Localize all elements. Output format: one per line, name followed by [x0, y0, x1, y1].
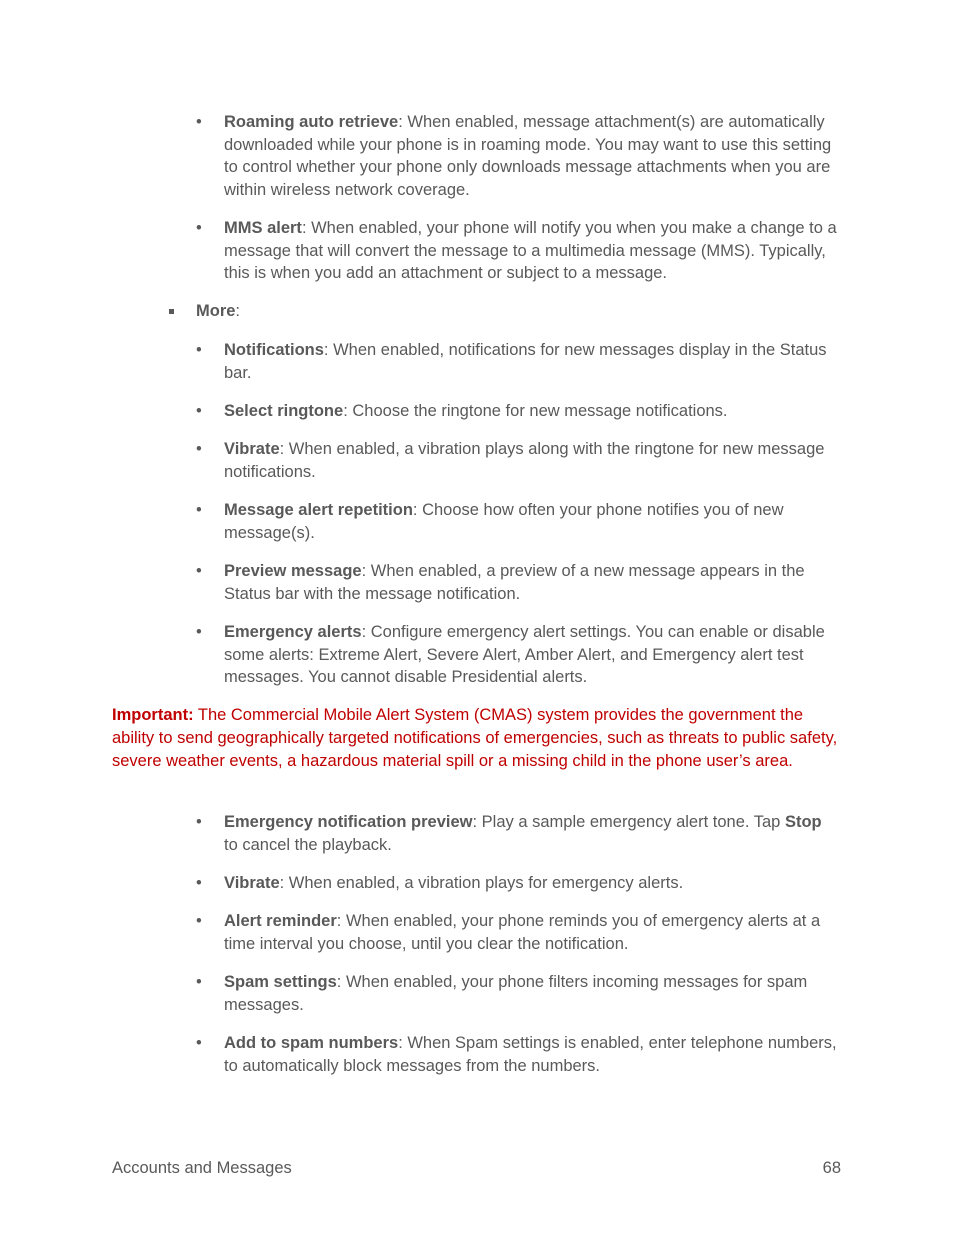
important-text: The Commercial Mobile Alert System (CMAS) system provides the government the ability to send geographically targeted notifications of emergencies, such as threats to public safety, severe weather events, a hazardous material spill or a missing child in the phone user’s area.: [112, 706, 838, 770]
item-term: More: [196, 302, 236, 320]
item-desc: : Play a sample emergency alert tone. Tap: [472, 813, 785, 831]
item-desc: : When enabled, your phone filters incoming messages for spam messages.: [224, 973, 808, 1014]
item-desc: : Choose the ringtone for new message notifications.: [343, 402, 728, 420]
list-item: [224, 339, 839, 384]
item-term: Roaming auto retrieve: [224, 113, 399, 131]
item-desc: to cancel the playback.: [224, 835, 392, 854]
item-term: Message alert repetition: [224, 501, 413, 519]
item-desc: : Configure emergency alert settings. You can enable or disable some alerts: Extreme Alert, Severe Alert, Amber Alert, and Emergency alert test messages. You cannot disable Presidential alerts.: [224, 623, 825, 687]
bullet-icon: •: [196, 912, 202, 930]
bullet-icon: •: [196, 402, 202, 420]
item-term: Spam settings: [224, 973, 337, 991]
list-item: [224, 872, 839, 895]
list-item: [224, 499, 839, 544]
bullet-icon: •: [196, 341, 202, 359]
item-term: Alert reminder: [224, 912, 337, 930]
item-term-stop: Stop: [784, 813, 822, 831]
list-item: [224, 971, 839, 1016]
item-term: Vibrate: [224, 440, 280, 458]
item-desc: : When enabled, a preview of a new message appears in the Status bar with the message notification.: [224, 562, 805, 603]
list-item: [224, 560, 839, 605]
item-term: MMS alert: [224, 219, 302, 237]
item-desc: : When enabled, notifications for new messages display in the Status bar.: [224, 341, 827, 382]
list-item: [224, 111, 839, 202]
list-item: [224, 811, 839, 856]
item-term: Emergency notification preview: [224, 813, 473, 831]
bullet-icon: •: [196, 113, 202, 131]
bullet-icon: •: [196, 501, 202, 519]
item-desc: : When enabled, a vibration plays along with the ringtone for new message notifications.: [224, 440, 825, 481]
list-item: [224, 910, 839, 955]
item-desc: : When Spam settings is enabled, enter telephone numbers, to automatically block messages from the numbers.: [224, 1034, 837, 1075]
bullet-icon: •: [196, 973, 202, 991]
item-term: Vibrate: [224, 874, 280, 892]
bullet-icon: •: [196, 440, 202, 458]
item-desc: : When enabled, your phone reminds you of emergency alerts at a time interval you choose, until you clear the notification.: [224, 912, 821, 953]
item-term: Notifications: [224, 341, 324, 359]
item-desc: : When enabled, message attachment(s) are automatically downloaded while your phone is in roaming mode. You may want to use this setting to control whether your phone only downloads message attachments when you are within wireless network coverage.: [224, 113, 832, 200]
list-item: [224, 438, 839, 483]
section-heading-more: [196, 300, 240, 323]
important-note: [112, 704, 842, 772]
footer-section-title: Accounts and Messages: [112, 1159, 292, 1177]
page-number: 68: [822, 1159, 841, 1177]
item-term: Add to spam numbers: [224, 1034, 399, 1052]
item-desc: : When enabled, your phone will notify you when you make a change to a message that will convert the message to a multimedia message (MMS). Typically, this is when you add an attachment or subject to a message.: [224, 219, 837, 283]
list-item: [224, 217, 839, 285]
list-item: [224, 400, 839, 423]
list-item: [224, 621, 839, 689]
bullet-icon: •: [196, 623, 202, 641]
item-desc: : When enabled, a vibration plays for emergency alerts.: [279, 874, 684, 892]
item-desc: : Choose how often your phone notifies you of new message(s).: [224, 501, 784, 542]
item-term: Select ringtone: [224, 402, 344, 420]
bullet-icon: •: [196, 1034, 202, 1052]
list-item: [224, 1032, 839, 1077]
important-label: Important:: [112, 706, 194, 724]
bullet-icon: •: [196, 813, 202, 831]
bullet-icon: •: [196, 562, 202, 580]
bullet-icon: •: [196, 219, 202, 237]
item-term: Preview message: [224, 562, 362, 580]
item-term: Emergency alerts: [224, 623, 362, 641]
item-desc: :: [235, 302, 241, 320]
square-bullet-icon: [169, 309, 174, 314]
bullet-icon: •: [196, 874, 202, 892]
